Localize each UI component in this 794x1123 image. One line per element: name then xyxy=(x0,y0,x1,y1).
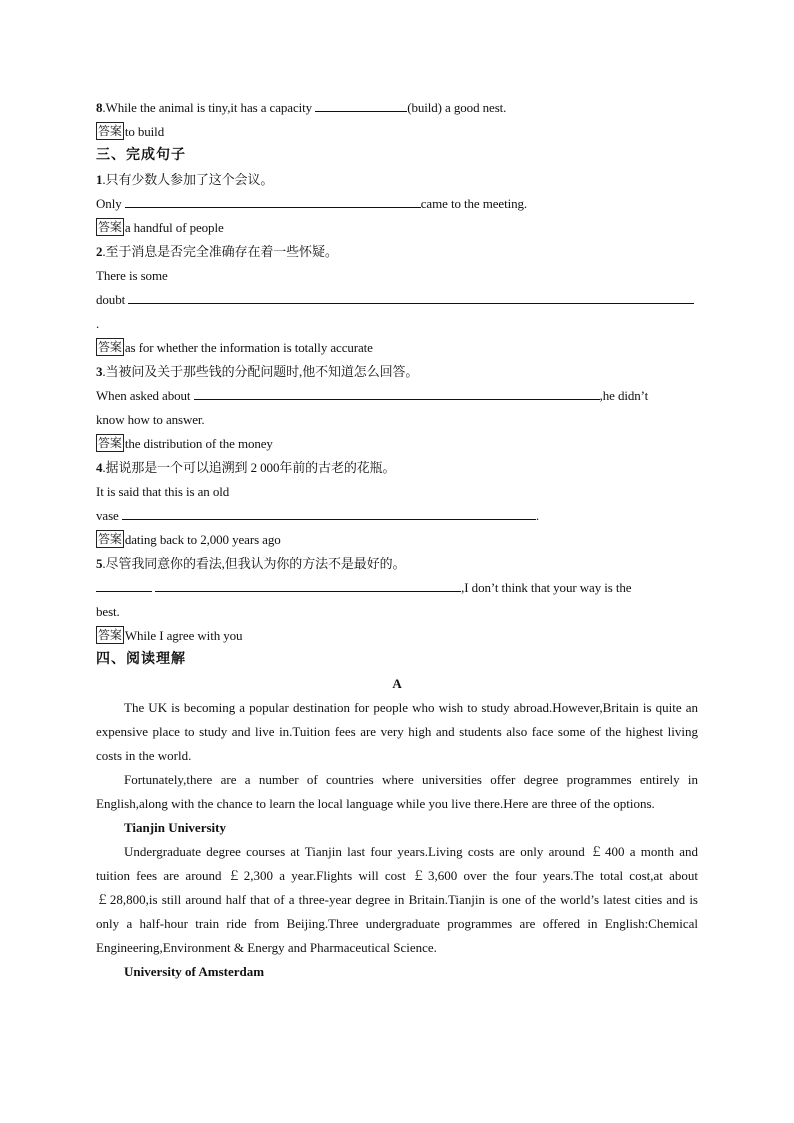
section-4-title: 四、阅读理解 xyxy=(96,652,186,667)
item-3-en-line2: know how to answer. xyxy=(96,412,205,427)
answer-text: as for whether the information is totally accurate xyxy=(124,340,373,355)
question-text: .While the animal is tiny,it has a capacity xyxy=(102,100,316,115)
answer-blank[interactable] xyxy=(194,387,600,400)
answer-tag: 答案 xyxy=(98,532,122,546)
item-1-en xyxy=(96,192,698,216)
item-3-en xyxy=(96,384,698,408)
sentence-end: ,he didn’t xyxy=(599,388,649,403)
question-number: 8 xyxy=(96,100,103,115)
passage-paragraph-1: The UK is becoming a popular destination for people who wish to study abroad.However,Britain is quite an expensive place to study and live in.Tuition fees are very high and students also face some of the highest living costs in the world. xyxy=(96,700,698,763)
item-2-en-line3: . xyxy=(96,316,100,331)
question-text-end: (build) a good nest. xyxy=(407,100,507,115)
answer-line-3 xyxy=(96,432,698,456)
chinese-prompt: .据说那是一个可以追溯到 2 000年前的古老的花瓶。 xyxy=(102,460,396,475)
item-3-cn xyxy=(96,360,698,384)
answer-line-2 xyxy=(96,336,698,360)
item-2-en-line1: There is some xyxy=(96,268,168,283)
chinese-prompt: .当被问及关于那些钱的分配问题时,他不知道怎么回答。 xyxy=(102,364,419,379)
answer-text: a handful of people xyxy=(124,220,224,235)
item-number: 4 xyxy=(96,460,103,475)
answer-blank[interactable] xyxy=(122,507,536,520)
passage-paragraph-2: Fortunately,there are a number of countries where universities offer degree programmes entirely in English,along with the chance to learn the local language while you live there.Here are three of the options. xyxy=(96,772,698,811)
answer-text: to build xyxy=(124,124,165,139)
answer-line-4 xyxy=(96,528,698,552)
chinese-prompt: .只有少数人参加了这个会议。 xyxy=(102,172,274,187)
sentence-end: . xyxy=(535,508,540,523)
sentence-end: ,I don’t think that your way is the xyxy=(461,580,632,595)
chinese-prompt: .至于消息是否完全准确存在着一些怀疑。 xyxy=(102,244,338,259)
question-8 xyxy=(96,96,698,120)
item-number: 3 xyxy=(96,364,103,379)
answer-tag: 答案 xyxy=(98,124,122,138)
item-5-en-line2: best. xyxy=(96,604,120,619)
sentence-end: came to the meeting. xyxy=(420,196,528,211)
sentence-start: vase xyxy=(96,508,122,523)
section-3-title: 三、完成句子 xyxy=(96,148,186,163)
answer-line-5 xyxy=(96,624,698,648)
item-2-cn xyxy=(96,240,698,264)
answer-text: While I agree with you xyxy=(124,628,243,643)
answer-tag: 答案 xyxy=(98,340,122,354)
answer-blank-2[interactable] xyxy=(155,579,461,592)
subheading-tianjin: Tianjin University xyxy=(124,820,226,835)
answer-text: the distribution of the money xyxy=(124,436,273,451)
item-4-cn xyxy=(96,456,698,480)
answer-blank-1[interactable] xyxy=(96,579,152,592)
sentence-start: doubt xyxy=(96,292,129,307)
passage-paragraph-3: Undergraduate degree courses at Tianjin last four years.Living costs are only around ￡400 a month and tuition fees are around ￡2,300 a year.Flights will cost ￡3,600 over the four years.The total cost,at about ￡28,800,is still around half that of a three-year degree in Britain.Tianjin is one of the world’s latest cities and is only a half-hour train ride from Beijing.Three undergraduate programmes are offered in English:Chemical Engineering,Environment & Energy and Pharmaceutical Science. xyxy=(96,844,698,955)
item-4-en-line2 xyxy=(96,504,698,528)
item-1-cn xyxy=(96,168,698,192)
item-number: 2 xyxy=(96,244,103,259)
item-5-en xyxy=(96,576,698,600)
item-number: 1 xyxy=(96,172,103,187)
answer-tag: 答案 xyxy=(98,220,122,234)
item-2-en-line2 xyxy=(96,288,698,312)
passage-label: A xyxy=(392,676,402,691)
item-4-en-line1: It is said that this is an old xyxy=(96,484,230,499)
item-5-cn xyxy=(96,552,698,576)
subheading-amsterdam: University of Amsterdam xyxy=(124,964,265,979)
document-page xyxy=(96,96,698,984)
answer-line-8 xyxy=(96,120,698,144)
sentence-start: Only xyxy=(96,196,125,211)
sentence-start: When asked about xyxy=(96,388,194,403)
answer-line-1 xyxy=(96,216,698,240)
answer-blank[interactable] xyxy=(125,195,421,208)
answer-blank[interactable] xyxy=(315,99,407,112)
answer-tag: 答案 xyxy=(98,436,122,450)
answer-tag: 答案 xyxy=(98,628,122,642)
item-number: 5 xyxy=(96,556,103,571)
answer-text: dating back to 2,000 years ago xyxy=(124,532,281,547)
chinese-prompt: .尽管我同意你的看法,但我认为你的方法不是最好的。 xyxy=(102,556,406,571)
answer-blank[interactable] xyxy=(128,291,694,304)
